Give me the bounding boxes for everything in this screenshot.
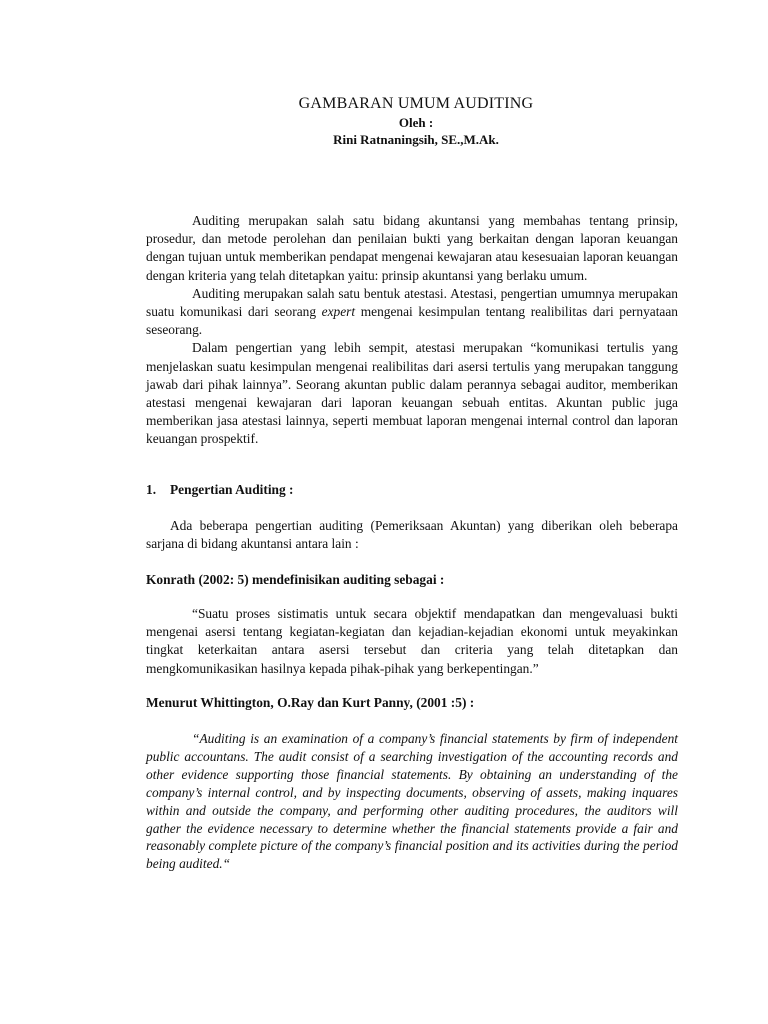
section-1-number: 1. [146, 482, 157, 497]
intro-p2-text-a: Auditing merupakan salah satu bentuk atestasi. Atestasi, pengertian umumnya merupakan suatu komunikasi dari seorang [146, 285, 678, 320]
intro-paragraph-2 [146, 285, 678, 340]
whittington-quote: “Auditing is an examination of a company’s financial statements by firm of independent public accountans. The audit consist of a searching investigation of the accounting records and other evidence supporting those financial statements. By obtaining an understanding of the company’s internal control, and by inspecting documents, observing of assets, making inquares within and outside the company, and performing other auditing procedures, the auditors will gather the evidence necessary to determine whether the financial statements provide a fair and reasonably complete picture of the company’s financial position and its activities during the period being audited.“ [146, 731, 678, 872]
section-1-heading-block [146, 481, 678, 499]
intro-section [146, 212, 678, 449]
intro-paragraph-3: Dalam pengertian yang lebih sempit, atestasi merupakan “komunikasi tertulis yang menjelaskan suatu kesimpulan mengenai realibilitas dari asersi tertulis yang merupakan tanggung jawab dari pihak lainnya”. Seorang akuntan public dalam perannya sebagai auditor, memberikan atestasi mengenai kewajaran dari laporan keuangan sebuah entitas. Akuntan public juga memberikan jasa atestasi lainnya, seperti membuat laporan mengenai internal control dan laporan keuangan prospektif. [146, 340, 678, 447]
whittington-heading-block [146, 694, 678, 712]
whittington-quote-block [146, 730, 678, 873]
section-1-title: Pengertian Auditing : [170, 482, 294, 497]
intro-p2-italic: expert [321, 304, 356, 320]
konrath-quote-block [146, 605, 678, 678]
by-label: Oleh : [398, 115, 434, 130]
document-header [0, 94, 768, 148]
section-1-heading [146, 481, 678, 499]
konrath-quote: “Suatu proses sistimatis untuk secara objektif mendapatkan dan mengevaluasi bukti mengenai asersi tentang kegiatan-kegiatan dan kejadian-kejadian ekonomi untuk meyakinkan tingkat keterkaitan antara asersi tersebut dan criteria yang telah ditetapkan dan mengkomunikasikan hasilnya kepada pihak-pihak yang berkepentingan.” [146, 606, 678, 676]
section-1-intro: Ada beberapa pengertian auditing (Pemeriksaan Akuntan) yang diberikan oleh beberapa sarjana di bidang akuntansi antara lain : [146, 518, 678, 552]
intro-p2-text-b: mengenai kesimpulan tentang realibilitas dari pernyataan seseorang. [146, 304, 679, 338]
document-title: GAMBARAN UMUM AUDITING [298, 95, 534, 112]
konrath-heading: Konrath (2002: 5) mendefinisikan auditing sebagai : [146, 572, 445, 587]
intro-paragraph-1: Auditing merupakan salah satu bidang akuntansi yang membahas tentang prinsip, prosedur, dan metode perolehan dan penilaian bukti yang berkaitan dengan laporan keuangan dengan tujuan untuk memberikan pendapat mengenai kewajaran atau kesesuaian laporan keuangan dengan kriteria yang telah ditetapkan yaitu: prinsip akuntansi yang berlaku umum. [146, 213, 678, 283]
whittington-heading: Menurut Whittington, O.Ray dan Kurt Panny, (2001 :5) : [146, 695, 475, 710]
konrath-heading-block [146, 571, 678, 589]
section-1-intro-block [146, 517, 678, 553]
author-name: Rini Ratnaningsih, SE.,M.Ak. [333, 132, 499, 147]
